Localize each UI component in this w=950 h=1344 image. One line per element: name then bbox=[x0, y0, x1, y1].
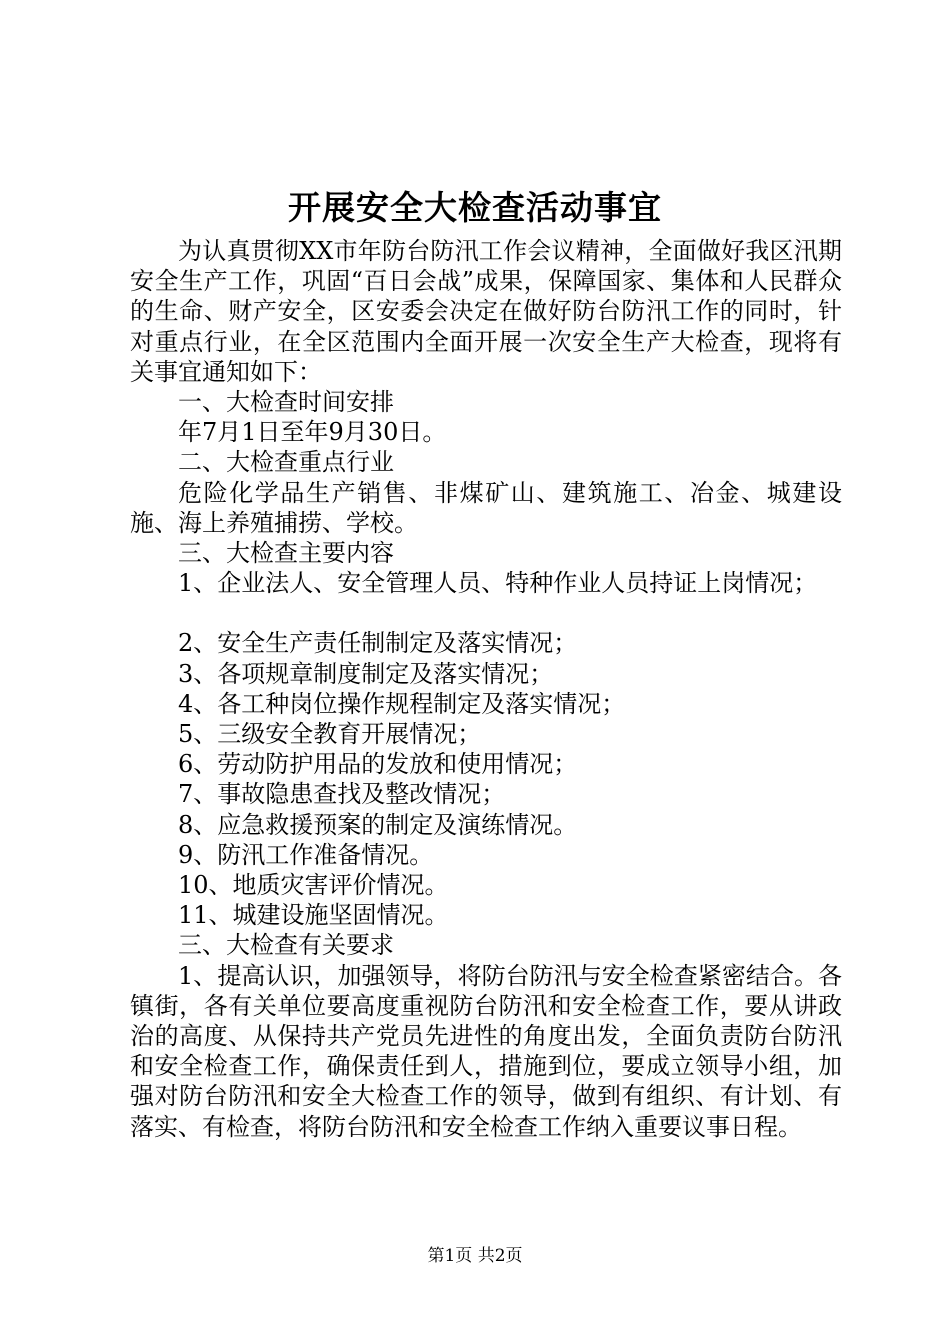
requirements-paragraph: 1、提高认识，加强领导，将防台防汛与安全检查紧密结合。各镇街，各有关单位要高度重视防台防汛和安全检查工作，要从讲政治的高度、从保持共产党员先进性的角度出发，全面负责防台防汛和安全检查工作，确保责任到人，措施到位，要成立领导小组，加强对防台防汛和安全大检查工作的领导，做到有组织、有计划、有落实、有检查，将防台防汛和安全检查工作纳入重要议事日程。 bbox=[130, 961, 842, 1141]
content-item: 2、安全生产责任制制定及落实情况； bbox=[178, 629, 578, 658]
blank-line bbox=[130, 598, 842, 628]
content-item: 7、事故隐患查找及整改情况； bbox=[178, 780, 506, 809]
section-heading-schedule: 一、大检查时间安排 bbox=[178, 388, 394, 417]
content-item: 4、各工种岗位操作规程制定及落实情况； bbox=[178, 689, 626, 718]
content-item: 6、劳动防护用品的发放和使用情况； bbox=[178, 750, 578, 779]
content-item: 1、企业法人、安全管理人员、特种作业人员持证上岗情况； bbox=[178, 569, 818, 598]
section-heading-industries: 二、大检查重点行业 bbox=[178, 448, 394, 477]
industries-text: 危险化学品生产销售、非煤矿山、建筑施工、冶金、城建设施、海上养殖捕捞、学校。 bbox=[130, 478, 842, 537]
content-item: 5、三级安全教育开展情况； bbox=[178, 720, 482, 749]
page-footer: 第1页 共2页 bbox=[427, 1246, 523, 1266]
intro-paragraph: 为认真贯彻XX市年防台防汛工作会议精神，全面做好我区汛期安全生产工作，巩固“百日会战”成果，保障国家、集体和人民群众的生命、财产安全，区安委会决定在做好防台防汛工作的同时，针对重点行业，在全区范围内全面开展一次安全生产大检查，现将有关事宜通知如下： bbox=[130, 237, 842, 386]
document-body bbox=[130, 236, 842, 1142]
section-heading-content: 三、大检查主要内容 bbox=[178, 539, 394, 568]
document-title: 开展安全大检查活动事宜 bbox=[288, 188, 662, 227]
schedule-text: 年7月1日至年9月30日。 bbox=[178, 418, 447, 447]
content-item: 10、地质灾害评价情况。 bbox=[178, 871, 449, 900]
section-heading-requirements: 三、大检查有关要求 bbox=[178, 931, 394, 960]
content-item: 9、防汛工作准备情况。 bbox=[178, 840, 434, 869]
content-item: 11、城建设施坚固情况。 bbox=[178, 901, 449, 930]
content-item: 3、各项规章制度制定及落实情况； bbox=[178, 659, 554, 688]
content-item: 8、应急救援预案的制定及演练情况。 bbox=[178, 810, 578, 839]
